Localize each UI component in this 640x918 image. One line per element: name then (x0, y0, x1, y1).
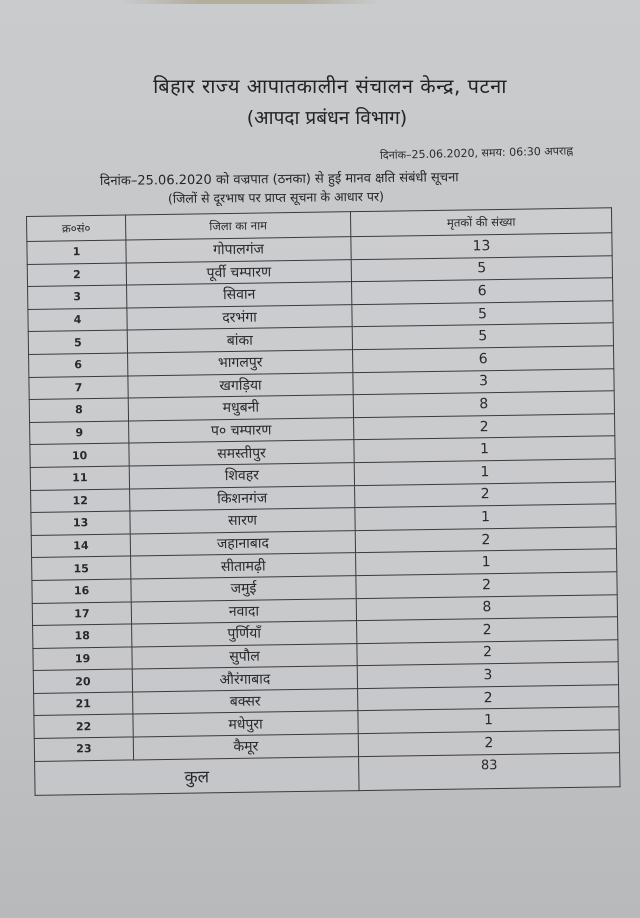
district-name: सारण (130, 508, 355, 534)
district-name: मधुबनी (128, 395, 353, 421)
district-name: नवादा (131, 598, 356, 624)
district-name: जहानाबाद (130, 530, 355, 556)
department-title: (आपदा प्रबंधन विभाग) (246, 107, 408, 129)
serial-number: 16 (32, 579, 131, 603)
district-name: समस्तीपुर (129, 440, 354, 466)
district-name: जमुई (131, 576, 356, 602)
deaths-table-container (26, 207, 621, 795)
district-name: कैमूर (133, 734, 358, 760)
header-district: जिला का नाम (125, 212, 350, 240)
district-name: दरभंगा (127, 304, 352, 330)
death-count: 3 (357, 662, 618, 688)
death-count: 13 (351, 233, 612, 259)
serial-number: 4 (28, 308, 127, 332)
serial-number: 20 (33, 669, 132, 693)
death-count: 1 (354, 436, 615, 462)
district-name: सिवान (127, 282, 352, 308)
district-name: मधेपुरा (133, 711, 358, 737)
serial-number: 23 (34, 737, 133, 761)
serial-number: 15 (32, 556, 131, 580)
serial-number: 17 (32, 601, 131, 625)
death-count: 2 (358, 685, 619, 711)
death-count: 2 (355, 526, 616, 552)
serial-number: 12 (31, 489, 130, 513)
death-count: 2 (354, 414, 615, 440)
district-name: पूर्वी चम्पारण (126, 259, 351, 285)
district-name: बक्सर (133, 689, 358, 715)
death-count: 2 (357, 639, 618, 665)
total-row (35, 752, 620, 795)
serial-number: 8 (29, 398, 128, 422)
serial-number: 10 (30, 443, 129, 467)
death-count: 6 (353, 346, 614, 372)
district-name: किशनगंज (130, 485, 355, 511)
death-count: 1 (358, 707, 619, 733)
death-count: 5 (351, 255, 612, 281)
serial-number: 5 (28, 330, 127, 354)
death-count: 5 (352, 301, 613, 327)
serial-number: 3 (28, 285, 127, 309)
serial-number: 6 (29, 353, 128, 377)
district-name: गोपालगंज (126, 237, 351, 263)
table-body (27, 233, 620, 761)
death-count: 1 (355, 504, 616, 530)
death-count: 2 (358, 730, 619, 756)
report-datetime: दिनांक–25.06.2020, समय: 06:30 अपराह्न (379, 144, 574, 162)
death-count: 3 (353, 368, 614, 394)
serial-number: 22 (34, 714, 133, 738)
district-name: पुर्णियाँ (132, 621, 357, 647)
serial-number: 14 (31, 534, 130, 558)
serial-number: 13 (31, 511, 130, 535)
death-count: 1 (354, 459, 615, 485)
death-count: 8 (356, 594, 617, 620)
district-name: औरंगाबाद (132, 666, 357, 692)
death-count: 2 (357, 617, 618, 643)
header-serial: क्र०सं० (27, 215, 126, 241)
death-count: 6 (352, 278, 613, 304)
serial-number: 11 (30, 466, 129, 490)
header-deaths: मृतकों की संख्या (350, 208, 611, 237)
report-subject: दिनांक–25.06.2020 को वज्रपात (ठनका) से हुई मानव क्षति संबंधी सूचना (99, 170, 459, 189)
serial-number: 7 (29, 376, 128, 400)
serial-number: 21 (34, 692, 133, 716)
death-count: 5 (352, 323, 613, 349)
district-name: बांका (127, 327, 352, 353)
total-label: कुल (35, 756, 359, 795)
serial-number: 19 (33, 647, 132, 671)
district-name: खगड़िया (128, 372, 353, 398)
district-name: शिवहर (129, 463, 354, 489)
deaths-table (26, 207, 621, 795)
death-count: 2 (355, 481, 616, 507)
organization-title: बिहार राज्य आपातकालीन संचालन केन्द्र, पटना (153, 74, 507, 98)
death-count: 1 (356, 549, 617, 575)
death-count: 8 (353, 391, 614, 417)
district-name: भागलपुर (128, 350, 353, 376)
serial-number: 2 (27, 263, 126, 287)
district-name: प० चम्पारण (129, 417, 354, 443)
serial-number: 9 (30, 421, 129, 445)
serial-number: 1 (27, 240, 126, 264)
total-deaths: 83 (359, 752, 620, 790)
district-name: सुपौल (132, 643, 357, 669)
source-note: (जिलों से दूरभाष पर प्राप्त सूचना के आधार पर) (167, 188, 385, 206)
serial-number: 18 (33, 624, 132, 648)
district-name: सीतामढ़ी (131, 553, 356, 579)
death-count: 2 (356, 572, 617, 598)
